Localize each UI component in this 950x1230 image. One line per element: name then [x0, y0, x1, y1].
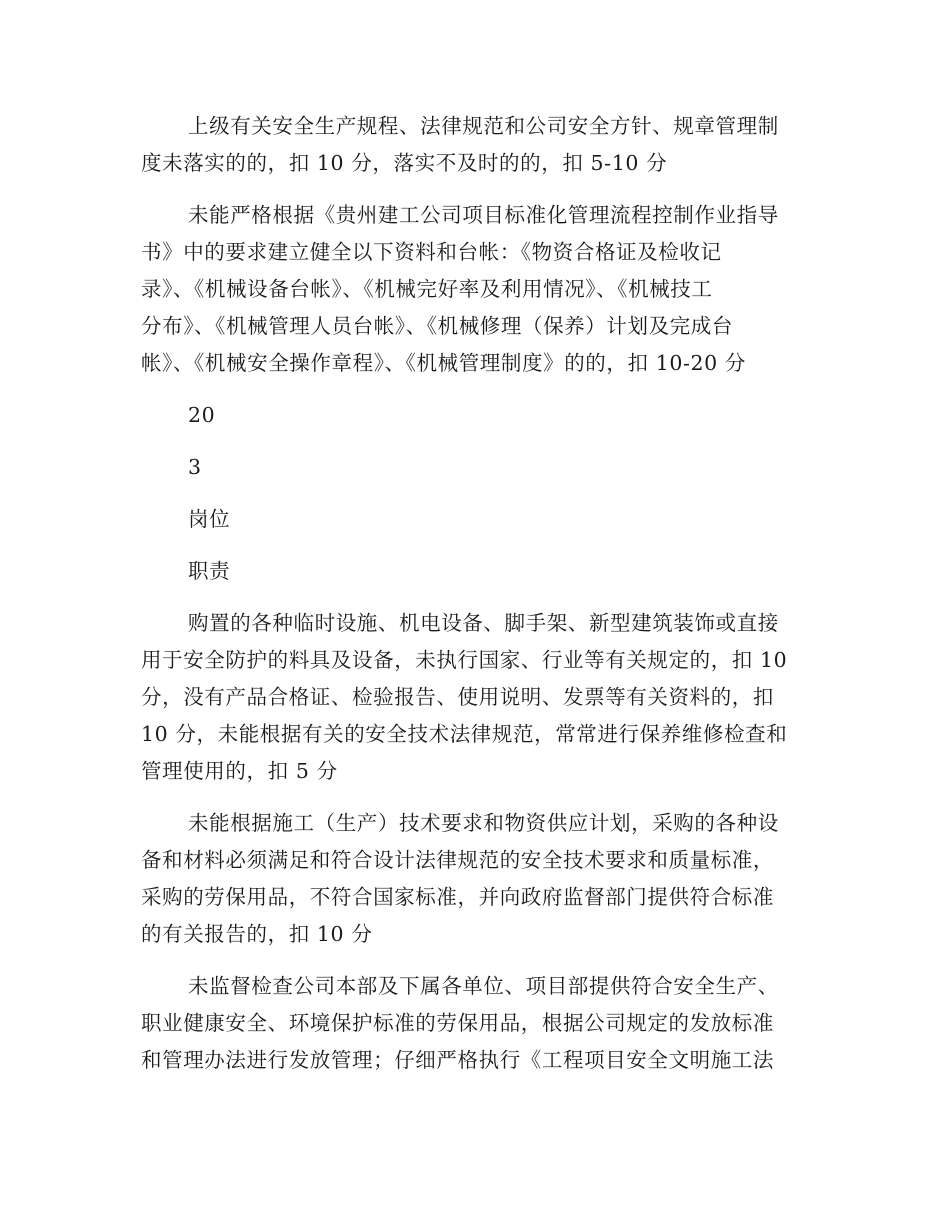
text-line: 岗位	[188, 507, 231, 531]
text-line: 未能严格根据《贵州建工公司项目标准化管理流程控制作业指导	[188, 203, 779, 227]
text-line: 备和材料必须满足和符合设计法律规范的安全技术要求和质量标准，	[141, 848, 774, 872]
text-line: 职责	[188, 559, 231, 583]
text-line: 购置的各种临时设施、机电设备、脚手架、新型建筑装饰或直接	[188, 611, 779, 635]
text-line: 未能根据施工（生产）技术要求和物资供应计划，采购的各种设	[188, 811, 779, 835]
text-line: 未监督检查公司本部及下属各单位、项目部提供符合安全生产、	[188, 974, 779, 998]
text-line: 职业健康安全、环境保护标准的劳保用品，根据公司规定的发放标准	[141, 1011, 774, 1035]
paragraph-position	[141, 501, 801, 538]
text-line: 采购的劳保用品，不符合国家标准，并向政府监督部门提供符合标准	[141, 885, 774, 909]
paragraph-5	[141, 968, 801, 1079]
text-line: 管理使用的，扣 5 分	[141, 759, 338, 783]
text-line: 用于安全防护的料具及设备，未执行国家、行业等有关规定的，扣 10	[141, 648, 788, 672]
text-line: 分布》、《机械管理人员台帐》、《机械修理（保养）计划及完成台	[141, 314, 733, 338]
paragraph-4	[141, 805, 801, 953]
paragraph-2	[141, 197, 801, 382]
text-line: 的有关报告的，扣 10 分	[141, 922, 373, 946]
paragraph-score	[141, 397, 801, 434]
text-line: 3	[188, 455, 202, 479]
text-line: 帐》、《机械安全操作章程》、《机械管理制度》的的，扣 10-20 分	[141, 351, 747, 375]
paragraph-3	[141, 605, 801, 790]
text-line: 20	[188, 403, 216, 427]
paragraph-1	[141, 108, 801, 182]
text-line: 和管理办法进行发放管理；仔细严格执行《工程项目安全文明施工法	[141, 1048, 774, 1072]
text-line: 录》、《机械设备台帐》、《机械完好率及利用情况》、《机械技工	[141, 277, 713, 301]
text-line: 书》中的要求建立健全以下资料和台帐：《物资合格证及检收记	[141, 240, 722, 264]
paragraph-duty	[141, 553, 801, 590]
paragraph-number	[141, 449, 801, 486]
document-body	[141, 108, 801, 1094]
text-line: 10 分，未能根据有关的安全技术法律规范，常常进行保养维修检查和	[141, 722, 788, 746]
text-line: 度未落实的的，扣 10 分，落实不及时的的，扣 5-10 分	[141, 151, 668, 175]
text-line: 上级有关安全生产规程、法律规范和公司安全方针、规章管理制	[188, 114, 779, 138]
text-line: 分，没有产品合格证、检验报告、使用说明、发票等有关资料的，扣	[141, 685, 774, 709]
